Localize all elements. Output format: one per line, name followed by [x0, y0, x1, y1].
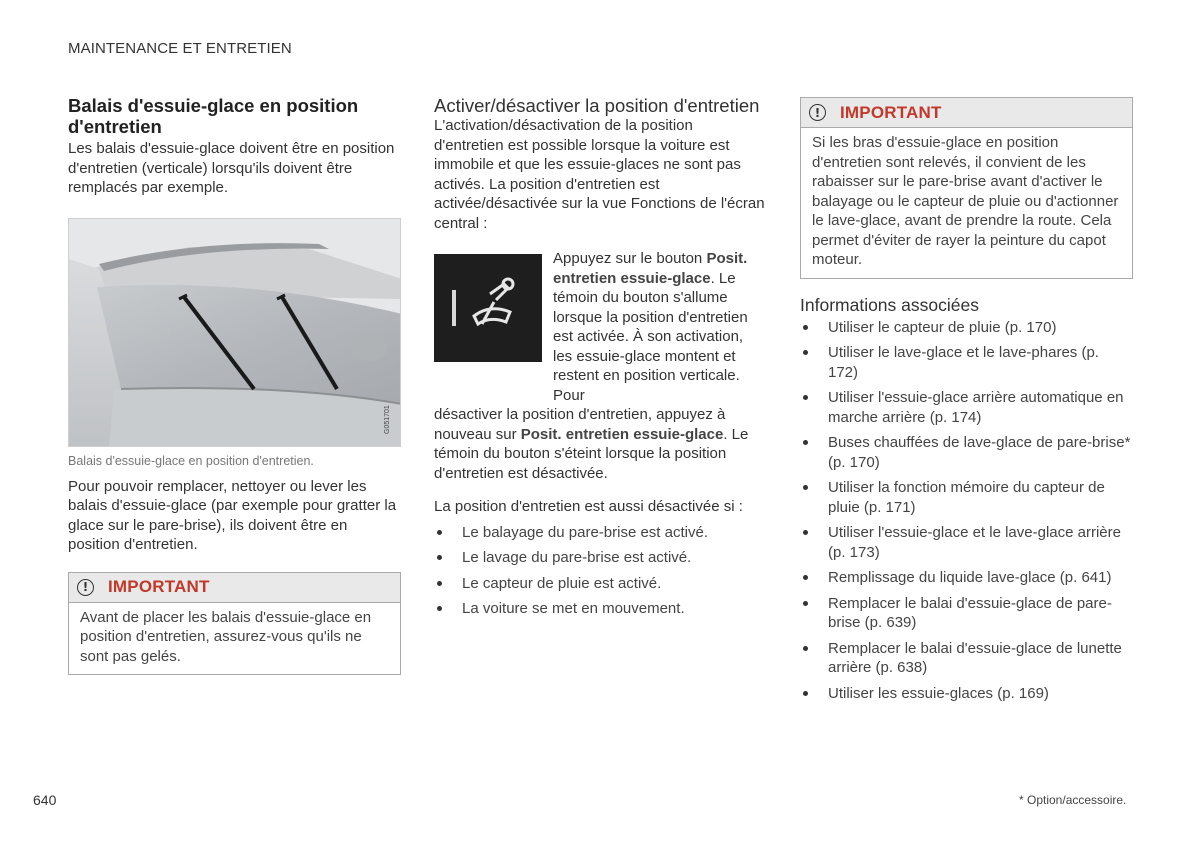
- list-item: Le balayage du pare-brise est activé.: [434, 523, 766, 543]
- important-body: [801, 128, 1132, 278]
- important-text: Si les bras d'essuie-glace en position d'entretien sont relevés, il convient de les rabaisser sur le pare-brise avant d'activer le balayage ou le capteur de pluie ou d'actionner le lave-glace, avant de prendre la route. Cela permet d'éviter de rayer la peinture du capot moteur.: [812, 134, 1119, 268]
- step-text-post: . Le témoin du bouton s'allume lorsque la position d'entretien est activée. À son activation, les essuie-glace montent et restent en position verticale. Pour: [553, 269, 748, 404]
- continue-pre: désactiver la position d'entretien, appuyez à nouveau sur: [434, 406, 726, 443]
- important-text: Avant de placer les balais d'essuie-glace en position d'entretien, assurez-vous qu'ils ne sont pas gelés.: [80, 608, 372, 665]
- related-link[interactable]: Utiliser l'essuie-glace arrière automatique en marche arrière (p. 174): [800, 388, 1133, 427]
- important-box: [800, 97, 1133, 279]
- warning-icon: !: [809, 104, 826, 121]
- related-link[interactable]: Remplacer le balai d'essuie-glace de pare-brise (p. 639): [800, 594, 1133, 633]
- windshield-figure: [68, 218, 401, 447]
- figure-caption: Balais d'essuie-glace en position d'entretien.: [68, 453, 314, 468]
- related-link[interactable]: Utiliser les essuie-glaces (p. 169): [800, 684, 1133, 704]
- related-link[interactable]: Utiliser la fonction mémoire du capteur de pluie (p. 171): [800, 478, 1133, 517]
- deactivation-intro: La position d'entretien est aussi désactivée si :: [434, 498, 743, 515]
- list-item: La voiture se met en mouvement.: [434, 599, 766, 619]
- related-title: Informations associées: [800, 294, 979, 315]
- intro-paragraph: Les balais d'essuie-glace doivent être en position d'entretien (verticale) lorsqu'ils doivent être remplacés par exemple.: [68, 140, 395, 196]
- figure-code: G051701: [384, 404, 391, 434]
- wiper-service-icon: [434, 254, 542, 362]
- wiper-service-button-image: [434, 254, 542, 362]
- body-paragraph: Pour pouvoir remplacer, nettoyer ou lever les balais d'essuie-glace (par exemple pour gratter la glace sur le pare-brise), ils doivent être en position d'entretien.: [68, 477, 397, 553]
- related-link[interactable]: Utiliser le lave-glace et le lave-phares (p. 172): [800, 343, 1133, 382]
- intro-paragraph: L'activation/désactivation de la position d'entretien est possible lorsque la voiture est immobile et que les essuie-glaces ne sont pas activés. La position d'entretien est activée/désactivée sur la vue Fonctions de l'écran central :: [434, 117, 765, 232]
- column-2: [434, 95, 766, 625]
- related-link[interactable]: Utiliser le capteur de pluie (p. 170): [800, 318, 1133, 338]
- column-3: [800, 97, 1133, 709]
- windshield-illustration: [69, 219, 401, 447]
- important-title: IMPORTANT: [108, 577, 210, 596]
- important-title: IMPORTANT: [840, 102, 942, 122]
- page-number: 640: [33, 792, 57, 808]
- deactivation-list: [434, 523, 766, 619]
- related-link[interactable]: Remplissage du liquide lave-glace (p. 641): [800, 568, 1133, 588]
- list-item: Le capteur de pluie est activé.: [434, 574, 766, 594]
- button-step: [434, 249, 766, 405]
- important-header: [801, 98, 1132, 128]
- step-text: [553, 249, 766, 405]
- section-title: Balais d'essuie-glace en position d'entretien: [68, 95, 359, 137]
- important-header: [69, 573, 400, 603]
- continue-post: . Le témoin du bouton s'éteint lorsque la position d'entretien est désactivée.: [434, 425, 749, 482]
- important-box: [68, 572, 401, 676]
- continue-text: [434, 405, 766, 483]
- continue-button-label: Posit. entretien essuie-glace: [520, 425, 724, 443]
- related-link[interactable]: Utiliser l'essuie-glace et le lave-glace arrière (p. 173): [800, 523, 1133, 562]
- related-list: [800, 318, 1133, 704]
- warning-icon: !: [77, 579, 94, 596]
- footnote: * Option/accessoire.: [1019, 793, 1127, 807]
- related-link[interactable]: Remplacer le balai d'essuie-glace de lunette arrière (p. 638): [800, 639, 1133, 678]
- step-button-label: Posit. entretien essuie-glace: [553, 250, 748, 287]
- related-link[interactable]: Buses chauffées de lave-glace de pare-brise* (p. 170): [800, 433, 1133, 472]
- list-item: Le lavage du pare-brise est activé.: [434, 548, 766, 568]
- section-header: MAINTENANCE ET ENTRETIEN: [68, 40, 292, 57]
- step-text-pre: Appuyez sur le bouton: [553, 250, 707, 267]
- section-title: Activer/désactiver la position d'entretien: [434, 95, 760, 116]
- column-1: [68, 95, 401, 675]
- important-body: [69, 603, 400, 675]
